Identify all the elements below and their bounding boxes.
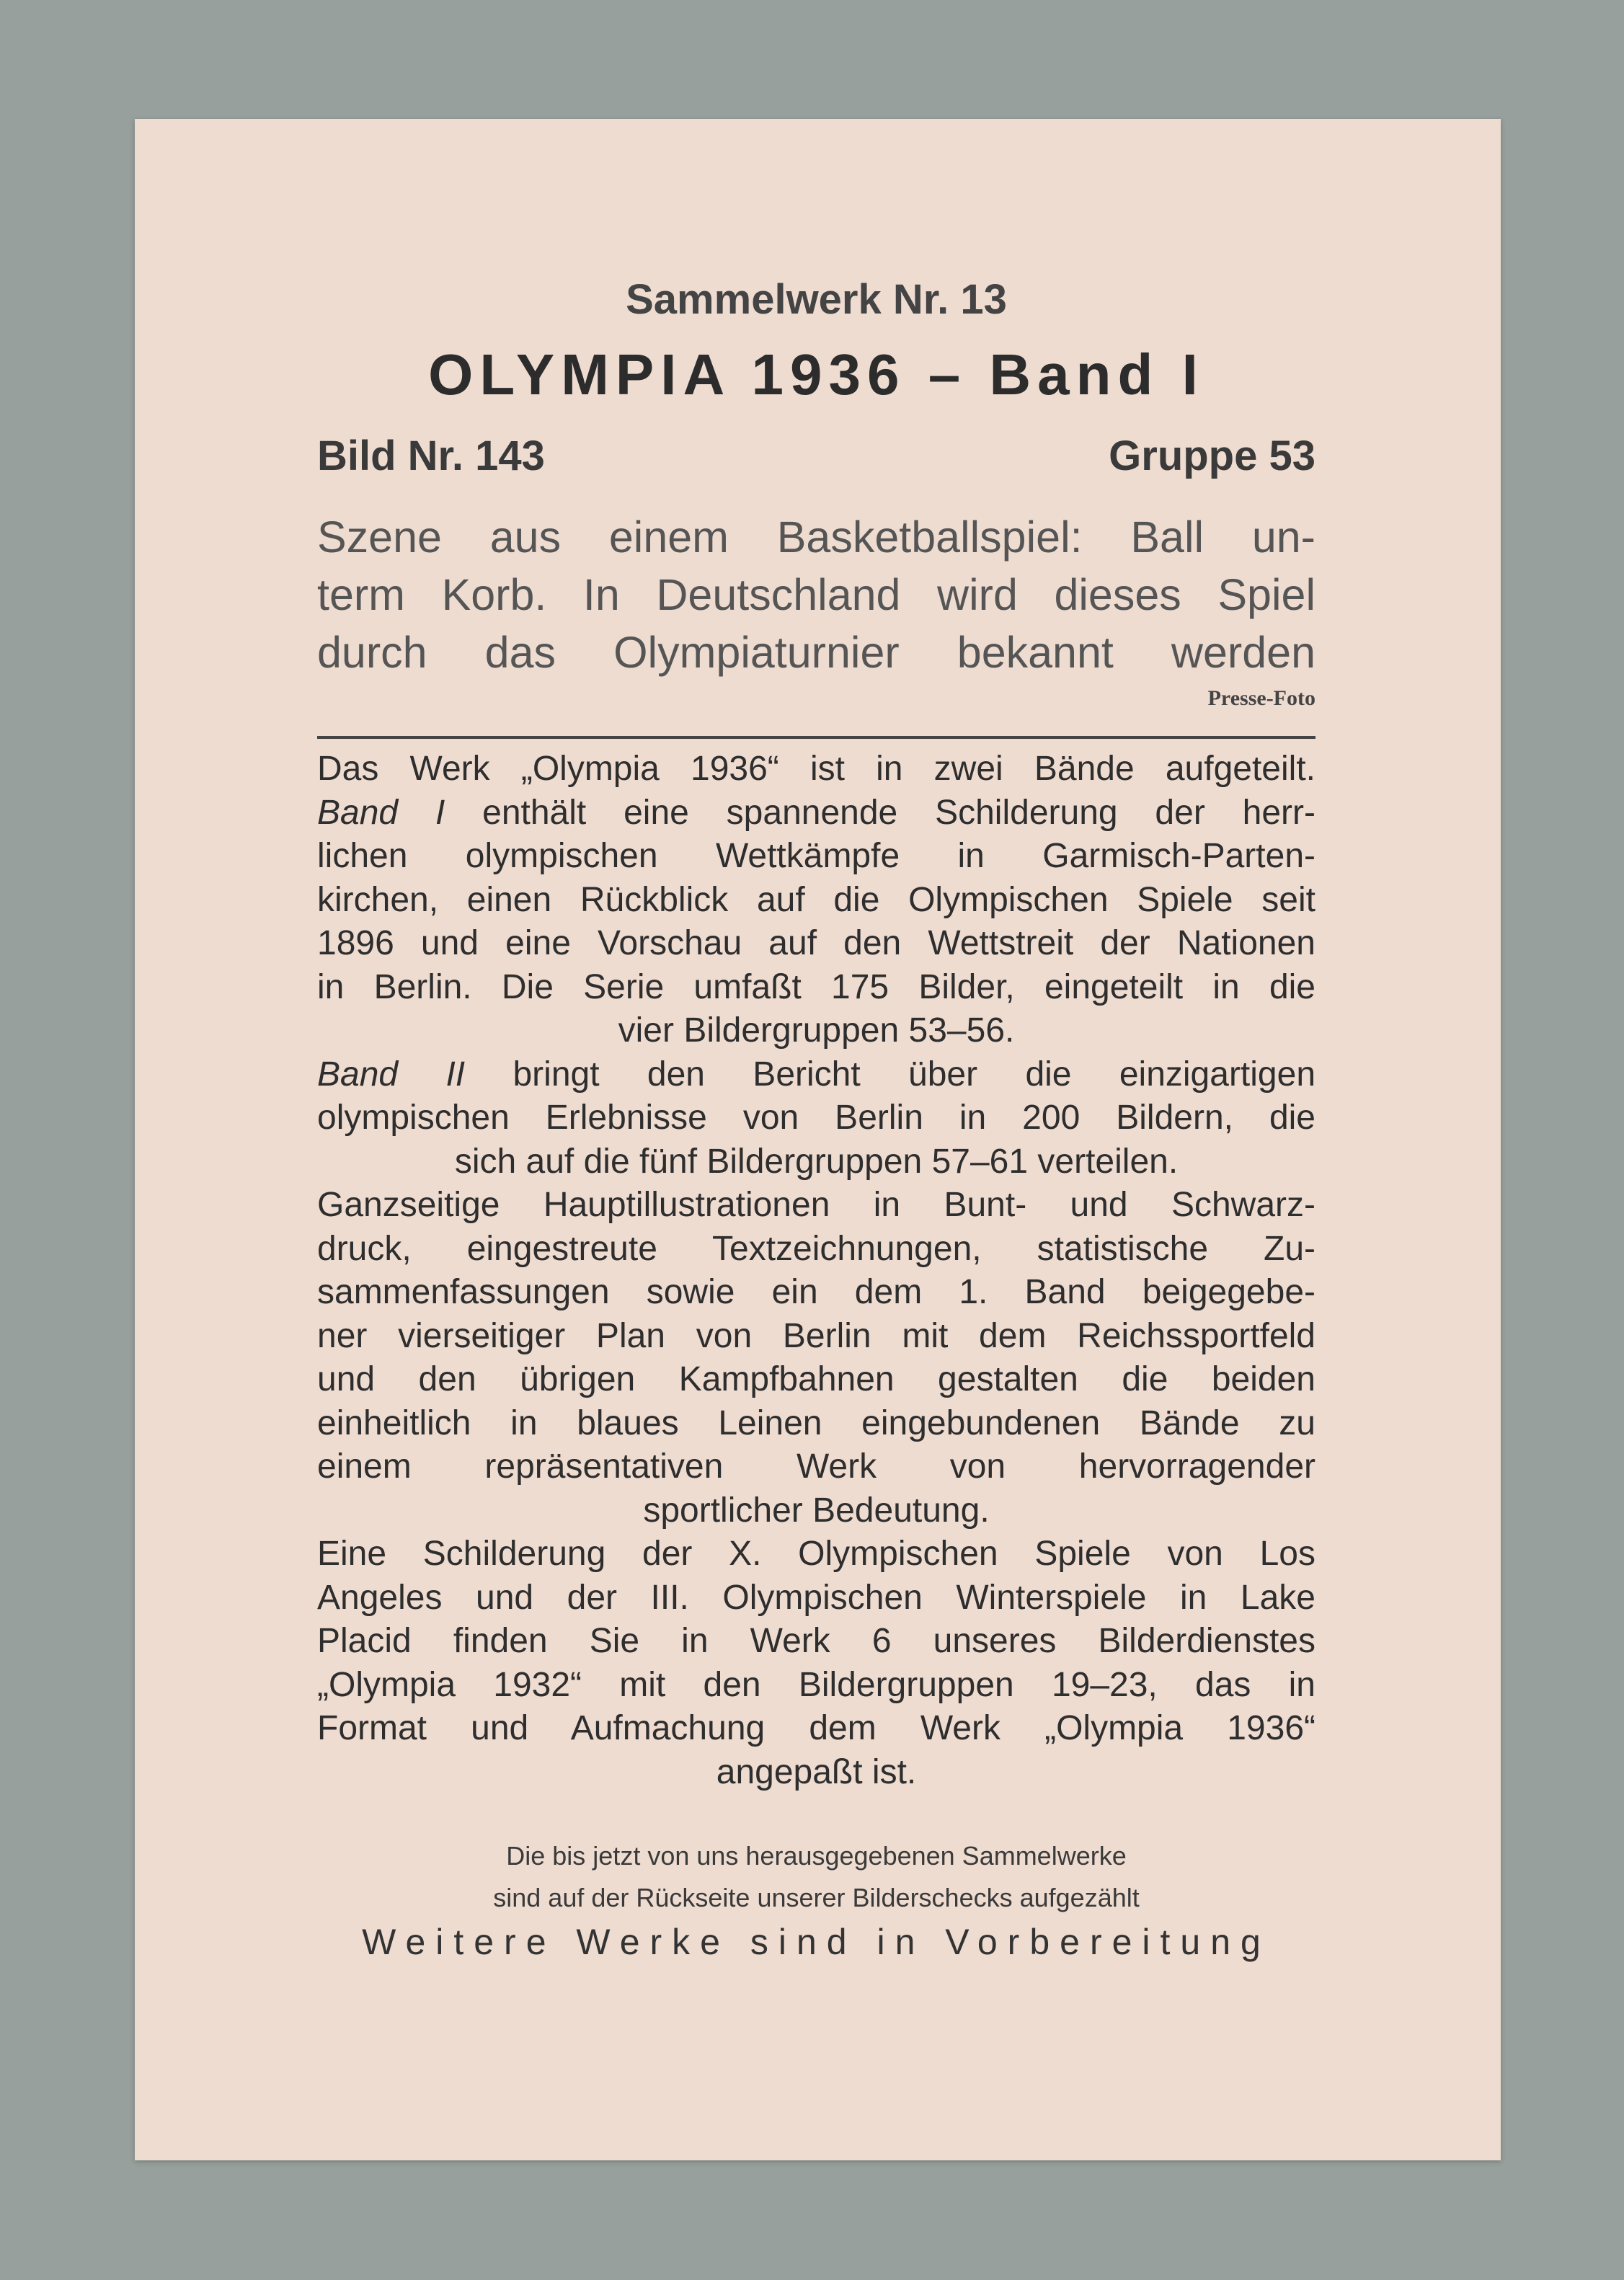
divider (317, 736, 1315, 739)
description-line: in Berlin. Die Serie umfaßt 175 Bilder, eingeteilt in die (317, 967, 1315, 1006)
picture-number: Bild Nr. 143 (317, 433, 545, 479)
band-1-label: Band I (317, 793, 445, 832)
band-2-label: Band II (317, 1055, 466, 1094)
description-line: einem repräsentativen Werk von hervorragender (317, 1447, 1315, 1486)
description-line: Ganzseitige Hauptillustrationen in Bunt- und Schwarz- (317, 1186, 1315, 1224)
footnote-line: Die bis jetzt von uns herausgegebenen Sammelwerke (506, 1841, 1127, 1871)
description-text (317, 748, 1315, 1794)
picture-group-row (317, 432, 1315, 480)
description-line (317, 1053, 1315, 1097)
description-line: sich auf die fünf Bildergruppen 57–61 verteilen. (454, 1142, 1179, 1181)
description-line: sammenfassungen sowie ein dem 1. Band beigegebe- (317, 1273, 1315, 1311)
description-line: „Olympia 1932“ mit den Bildergruppen 19–23, das in (317, 1665, 1315, 1704)
description-line: Das Werk „Olympia 1936“ ist in zwei Bände aufgeteilt. (317, 750, 1315, 788)
group-number: Gruppe 53 (1109, 433, 1315, 479)
description-line: Eine Schilderung der X. Olympischen Spiele von Los (317, 1535, 1315, 1573)
description-line: Format und Aufmachung dem Werk „Olympia 1936“ (317, 1709, 1315, 1747)
series-number: Sammelwerk Nr. 13 (626, 276, 1007, 323)
description-line: und den übrigen Kampfbahnen gestalten die beiden (317, 1360, 1315, 1398)
description-line: olympischen Erlebnisse von Berlin in 200 Bildern, die (317, 1099, 1315, 1137)
caption-line: Szene aus einem Basketballspiel: Ball un- (317, 513, 1315, 562)
description-line: lichen olympischen Wettkämpfe in Garmisch-Parten- (317, 837, 1315, 875)
description-line-text: bringt den Bericht über die einzigartigen (513, 1055, 1316, 1094)
caption-line: durch das Olympiaturnier bekannt werden (317, 628, 1315, 677)
description-line: Placid finden Sie in Werk 6 unseres Bilderdienstes (317, 1622, 1315, 1660)
description-line: ner vierseitiger Plan von Berlin mit dem Reichssportfeld (317, 1316, 1315, 1355)
description-line (317, 791, 1315, 835)
description-line-text: enthält eine spannende Schilderung der herr- (482, 793, 1315, 832)
description-line: vier Bildergruppen 53–56. (618, 1011, 1015, 1050)
description-line: sportlicher Bedeutung. (643, 1491, 990, 1530)
description-line: einheitlich in blaues Leinen eingebundenen Bände zu (317, 1403, 1315, 1442)
photo-caption (317, 508, 1315, 681)
caption-line: term Korb. In Deutschland wird dieses Spiel (317, 570, 1315, 619)
footnote-line: sind auf der Rückseite unserer Bilderschecks aufgezählt (493, 1883, 1140, 1912)
description-line: druck, eingestreute Textzeichnungen, statistische Zu- (317, 1229, 1315, 1268)
description-line: angepaßt ist. (716, 1752, 917, 1791)
closing-line: Weitere Werke sind in Vorbereitung (362, 1922, 1271, 1962)
description-line: Angeles und der III. Olympischen Winterspiele in Lake (317, 1578, 1315, 1617)
description-line: 1896 und eine Vorschau auf den Wettstreit der Nationen (317, 924, 1315, 962)
card-title: OLYMPIA 1936 – Band I (428, 342, 1204, 407)
collector-card (135, 119, 1501, 2160)
photo-credit: Presse-Foto (1207, 686, 1315, 710)
footnote (317, 1835, 1315, 1919)
description-line: kirchen, einen Rückblick auf die Olympischen Spiele seit (317, 880, 1315, 919)
